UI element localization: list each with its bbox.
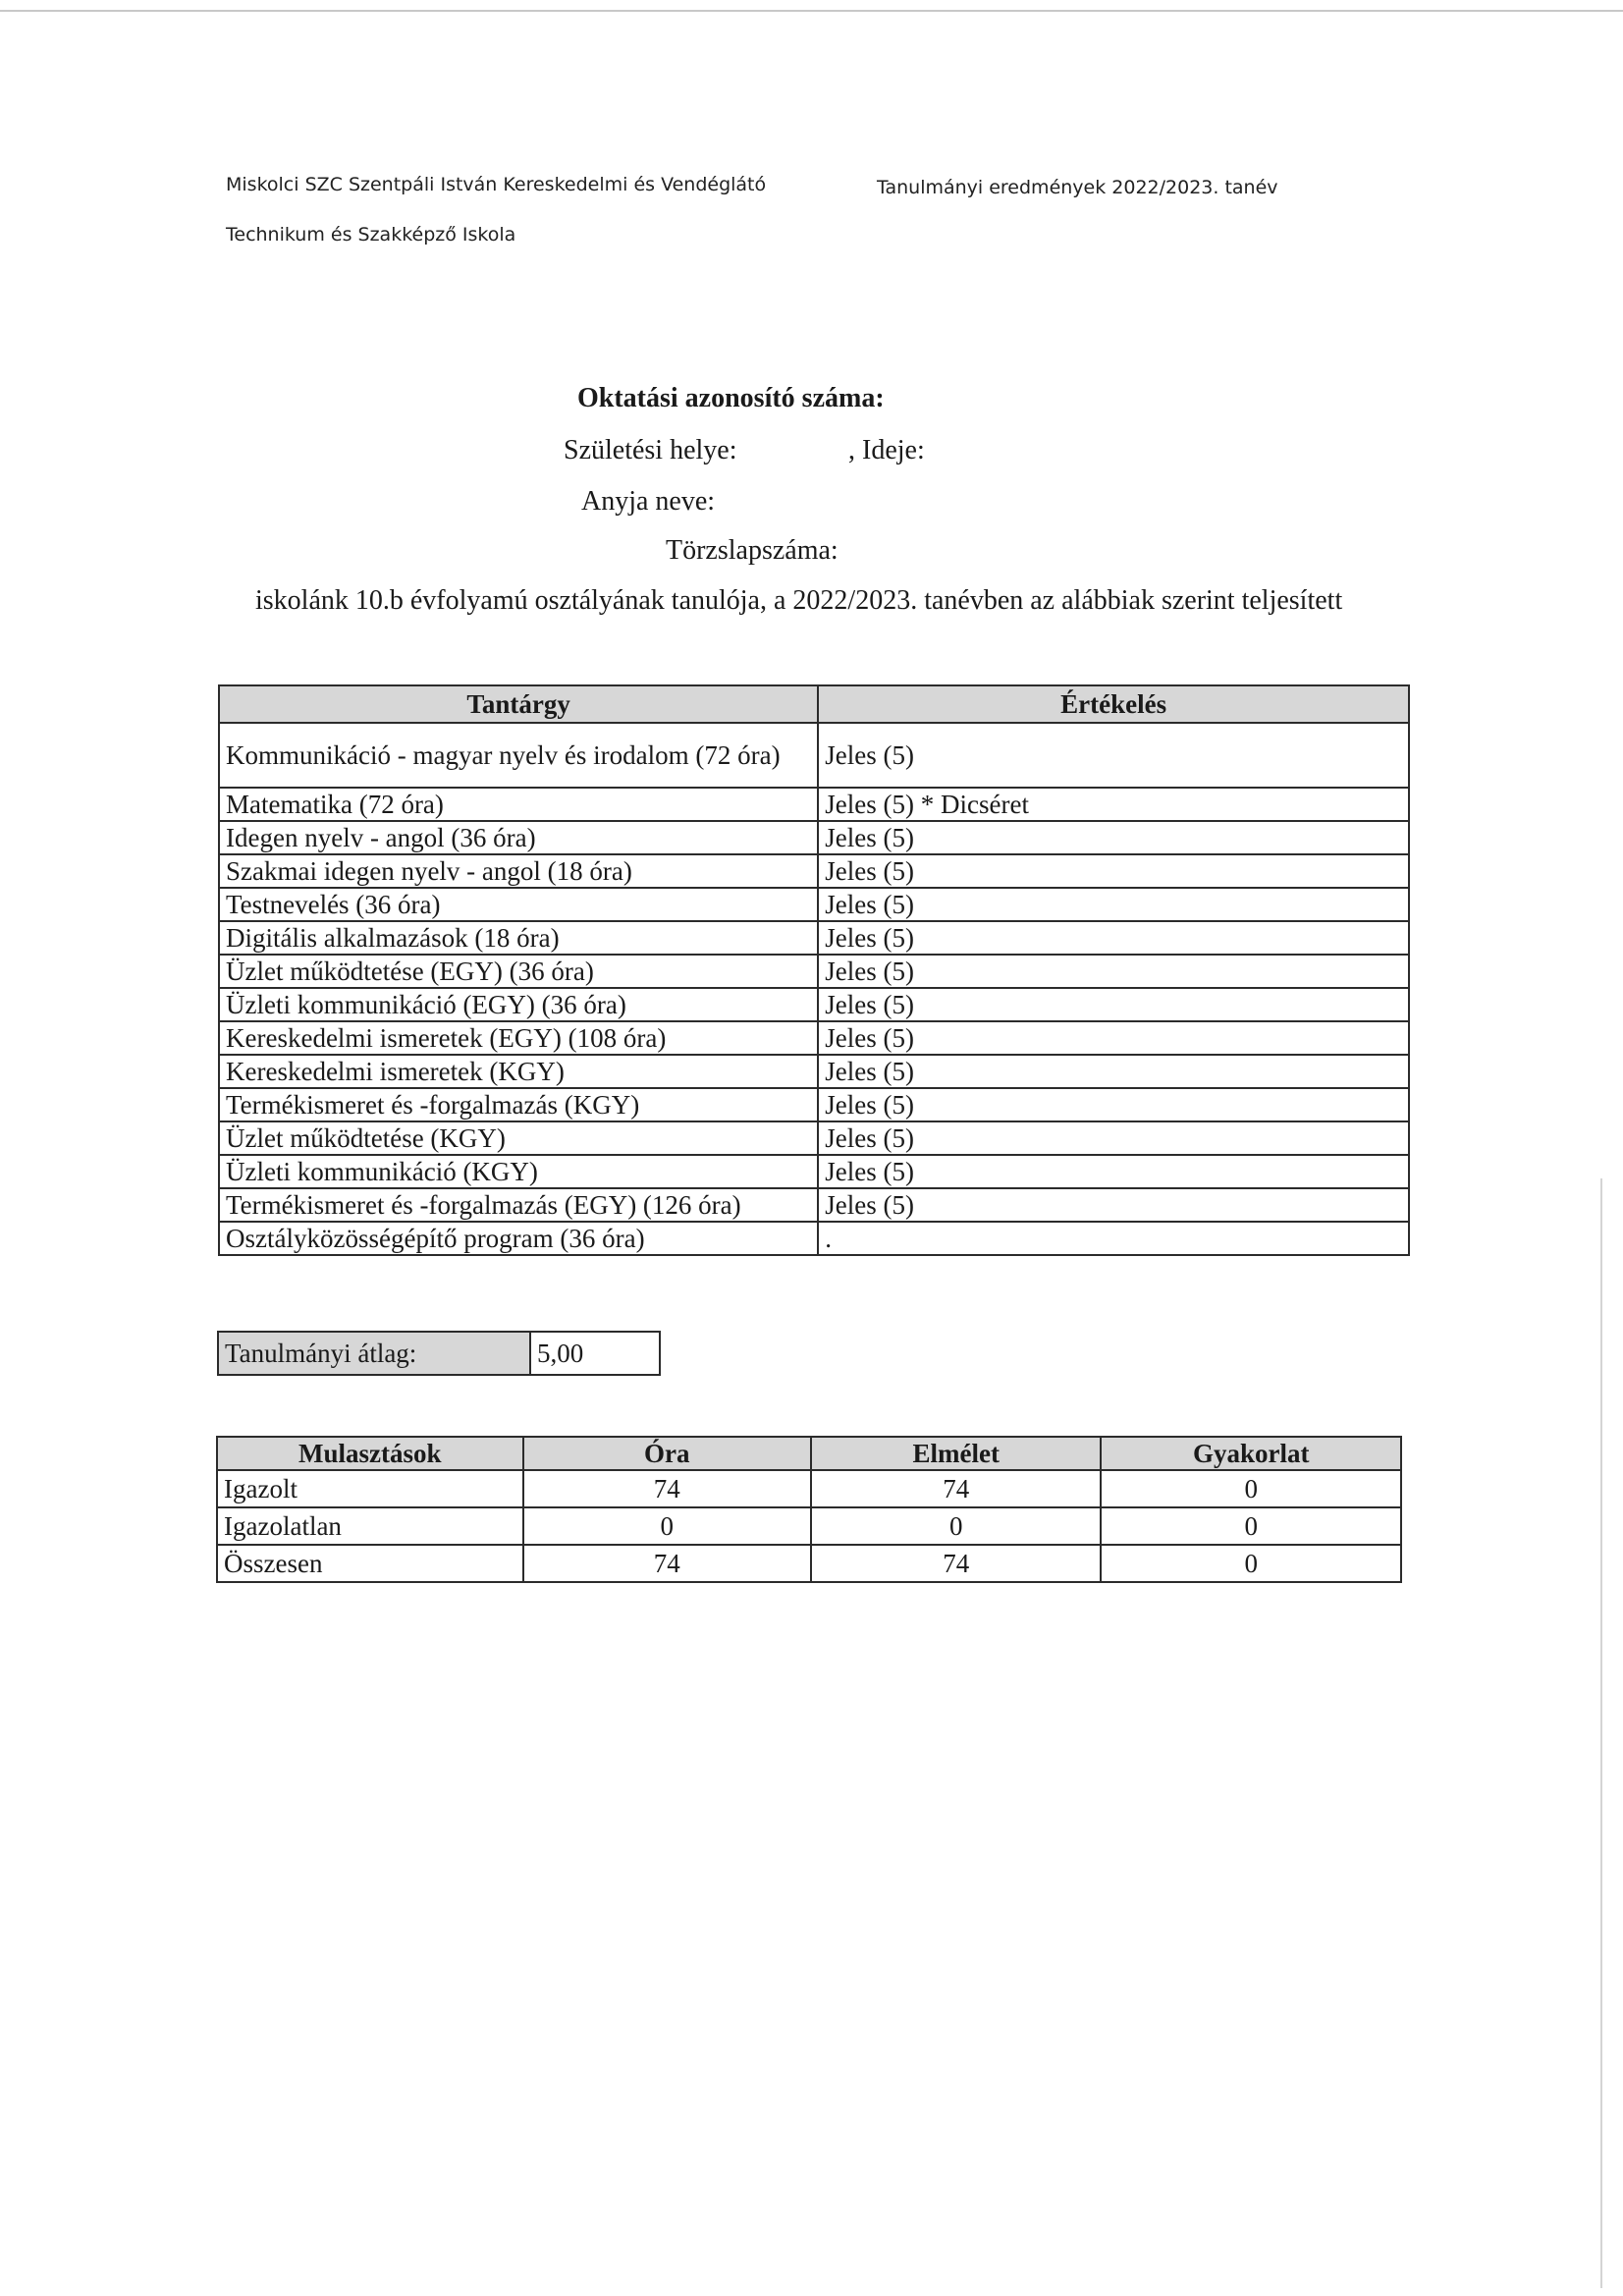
grade-cell: Jeles (5) — [818, 1121, 1409, 1155]
table-row — [219, 1021, 1409, 1055]
average-value: 5,00 — [530, 1332, 660, 1375]
hours-cell: 74 — [523, 1470, 811, 1507]
grade-cell: Jeles (5) — [818, 1188, 1409, 1222]
practice-cell: 0 — [1101, 1470, 1401, 1507]
grade-cell: Jeles (5) * Dicséret — [818, 788, 1409, 821]
grade-column-header: Értékelés — [818, 685, 1409, 723]
subject-cell: Testnevelés (36 óra) — [219, 888, 818, 921]
scan-top-border — [0, 10, 1623, 12]
subject-cell: Termékismeret és -forgalmazás (KGY) — [219, 1088, 818, 1121]
hours-column-header: Óra — [523, 1437, 811, 1470]
subject-cell: Osztályközösségépítő program (36 óra) — [219, 1222, 818, 1255]
completion-statement: iskolánk 10.b évfolyamú osztályának tanulója, a 2022/2023. tanévben az alábbiak szerint teljesített — [255, 585, 1343, 616]
subject-cell: Üzleti kommunikáció (EGY) (36 óra) — [219, 988, 818, 1021]
subject-cell: Üzlet működtetése (EGY) (36 óra) — [219, 955, 818, 988]
grade-cell: Jeles (5) — [818, 1021, 1409, 1055]
table-row — [219, 1188, 1409, 1222]
table-row — [219, 1121, 1409, 1155]
grade-cell: . — [818, 1222, 1409, 1255]
grade-cell: Jeles (5) — [818, 821, 1409, 854]
table-row — [219, 921, 1409, 955]
subject-cell: Kereskedelmi ismeretek (KGY) — [219, 1055, 818, 1088]
subject-cell: Digitális alkalmazások (18 óra) — [219, 921, 818, 955]
subject-cell: Idegen nyelv - angol (36 óra) — [219, 821, 818, 854]
average-row — [218, 1332, 660, 1375]
theory-cell: 74 — [811, 1470, 1101, 1507]
grade-cell: Jeles (5) — [818, 921, 1409, 955]
table-row — [217, 1507, 1401, 1545]
table-row — [219, 955, 1409, 988]
theory-cell: 74 — [811, 1545, 1101, 1582]
grade-cell: Jeles (5) — [818, 1088, 1409, 1121]
grades-header-row — [219, 685, 1409, 723]
table-row — [219, 888, 1409, 921]
average-table — [217, 1331, 661, 1376]
register-number-label: Törzslapszáma: — [666, 535, 839, 566]
table-row — [219, 1155, 1409, 1188]
practice-cell: 0 — [1101, 1507, 1401, 1545]
grade-cell: Jeles (5) — [818, 1055, 1409, 1088]
grade-cell: Jeles (5) — [818, 854, 1409, 888]
school-name-line-2: Technikum és Szakképző Iskola — [226, 224, 516, 246]
hours-cell: 0 — [523, 1507, 811, 1545]
practice-cell: 0 — [1101, 1545, 1401, 1582]
table-row — [219, 1222, 1409, 1255]
scan-right-edge — [1600, 1178, 1602, 2288]
hours-cell: 74 — [523, 1545, 811, 1582]
subject-cell: Kereskedelmi ismeretek (EGY) (108 óra) — [219, 1021, 818, 1055]
subject-cell: Termékismeret és -forgalmazás (EGY) (126 óra) — [219, 1188, 818, 1222]
absence-type-cell: Igazolt — [217, 1470, 523, 1507]
mother-name-label: Anyja neve: — [581, 486, 716, 517]
subject-cell: Kommunikáció - magyar nyelv és irodalom (72 óra) — [219, 723, 818, 788]
grade-cell: Jeles (5) — [818, 955, 1409, 988]
subject-cell: Matematika (72 óra) — [219, 788, 818, 821]
table-row — [219, 723, 1409, 788]
grade-cell: Jeles (5) — [818, 888, 1409, 921]
education-id-label: Oktatási azonosító száma: — [577, 383, 885, 413]
subject-cell: Üzleti kommunikáció (KGY) — [219, 1155, 818, 1188]
results-title: Tanulmányi eredmények 2022/2023. tanév — [877, 177, 1278, 198]
table-row — [219, 1088, 1409, 1121]
grade-cell: Jeles (5) — [818, 1155, 1409, 1188]
theory-column-header: Elmélet — [811, 1437, 1101, 1470]
table-row — [219, 821, 1409, 854]
grade-cell: Jeles (5) — [818, 723, 1409, 788]
grade-cell: Jeles (5) — [818, 988, 1409, 1021]
absences-header-row — [217, 1437, 1401, 1470]
table-row — [219, 1055, 1409, 1088]
absences-table — [216, 1436, 1402, 1583]
absence-type-cell: Igazolatlan — [217, 1507, 523, 1545]
table-row — [217, 1470, 1401, 1507]
practice-column-header: Gyakorlat — [1101, 1437, 1401, 1470]
subject-cell: Szakmai idegen nyelv - angol (18 óra) — [219, 854, 818, 888]
subject-cell: Üzlet működtetése (KGY) — [219, 1121, 818, 1155]
absence-type-cell: Összesen — [217, 1545, 523, 1582]
subject-column-header: Tantárgy — [219, 685, 818, 723]
table-row — [219, 854, 1409, 888]
absences-column-header: Mulasztások — [217, 1437, 523, 1470]
average-label: Tanulmányi átlag: — [218, 1332, 530, 1375]
grades-table — [218, 684, 1410, 1256]
table-row — [219, 988, 1409, 1021]
school-name-line-1: Miskolci SZC Szentpáli István Kereskedelmi és Vendéglátó — [226, 174, 767, 195]
birthdate-label: , Ideje: — [848, 435, 925, 465]
table-row — [219, 788, 1409, 821]
table-row — [217, 1545, 1401, 1582]
birthplace-label: Születési helye: — [564, 435, 737, 465]
theory-cell: 0 — [811, 1507, 1101, 1545]
